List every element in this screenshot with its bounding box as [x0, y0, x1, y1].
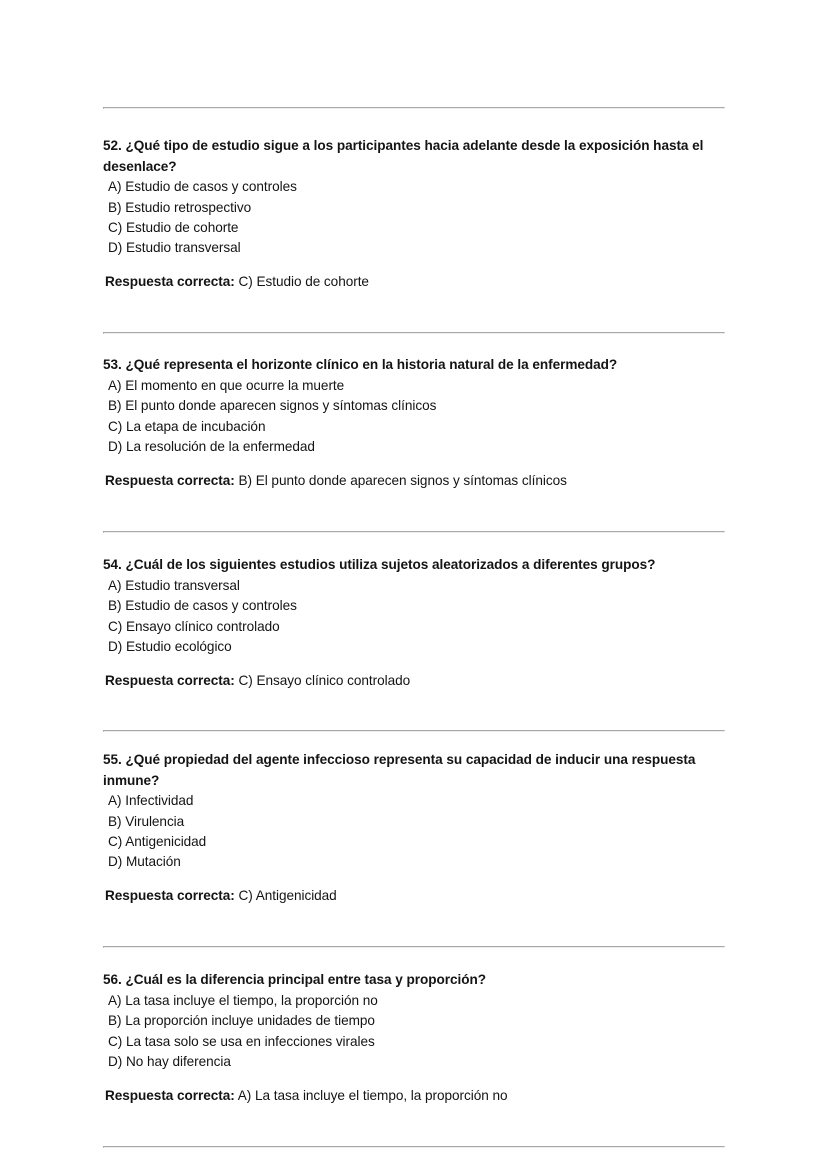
- option-b[interactable]: B) Virulencia: [108, 813, 185, 829]
- option-list: [103, 791, 723, 873]
- answer-label: Respuesta correcta:: [105, 274, 235, 290]
- answer-value: B) El punto donde aparecen signos y síntomas clínicos: [238, 473, 567, 489]
- answer-label: Respuesta correcta:: [105, 673, 235, 689]
- question-block-56: [103, 970, 723, 1106]
- option-d[interactable]: D) Estudio transversal: [108, 240, 241, 256]
- spacer: [103, 732, 723, 750]
- option-d[interactable]: D) Estudio ecológico: [108, 639, 232, 655]
- option-c[interactable]: C) La tasa solo se usa en infecciones virales: [108, 1033, 375, 1049]
- option-c[interactable]: C) Antigenicidad: [108, 834, 207, 850]
- option-c[interactable]: C) La etapa de incubación: [108, 418, 266, 434]
- spacer: [103, 533, 723, 555]
- option-d[interactable]: D) La resolución de la enfermedad: [108, 439, 315, 455]
- correct-answer: [103, 471, 723, 491]
- option-c[interactable]: C) Ensayo clínico controlado: [108, 618, 280, 634]
- option-a[interactable]: A) Estudio de casos y controles: [108, 179, 297, 195]
- question-text: 53. ¿Qué representa el horizonte clínico en la historia natural de la enfermedad?: [103, 357, 618, 373]
- answer-value: A) La tasa incluye el tiempo, la proporción no: [237, 1088, 508, 1104]
- spacer: [103, 1120, 723, 1146]
- correct-answer: [103, 671, 723, 691]
- option-a[interactable]: A) La tasa incluye el tiempo, la proporción no: [108, 993, 378, 1009]
- document-content: [103, 0, 723, 1148]
- spacer: [103, 920, 723, 946]
- correct-answer: [103, 1086, 723, 1106]
- question-block-52: [103, 136, 723, 293]
- option-b[interactable]: B) Estudio de casos y controles: [108, 598, 297, 614]
- question-text: 55. ¿Qué propiedad del agente infeccioso representa su capacidad de inducir una respuesta inmune?: [103, 752, 696, 788]
- option-a[interactable]: A) Infectividad: [108, 793, 194, 809]
- option-a[interactable]: A) Estudio transversal: [108, 577, 240, 593]
- option-b[interactable]: B) La proporción incluye unidades de tiempo: [108, 1013, 375, 1029]
- correct-answer: [103, 886, 723, 906]
- answer-value: C) Estudio de cohorte: [238, 274, 369, 290]
- option-list: [103, 177, 723, 259]
- option-b[interactable]: B) El punto donde aparecen signos y síntomas clínicos: [108, 398, 437, 414]
- question-block-54: [103, 555, 723, 691]
- option-list: [103, 991, 723, 1073]
- question-block-53: [103, 355, 723, 491]
- answer-label: Respuesta correcta:: [105, 888, 235, 904]
- option-c[interactable]: C) Estudio de cohorte: [108, 220, 239, 235]
- spacer: [103, 334, 723, 355]
- question-text: 52. ¿Qué tipo de estudio sigue a los participantes hacia adelante desde la exposición hasta el desenlace?: [103, 138, 704, 174]
- answer-value: C) Antigenicidad: [238, 888, 337, 904]
- spacer: [103, 505, 723, 531]
- answer-label: Respuesta correcta:: [105, 1088, 235, 1104]
- option-list: [103, 576, 723, 658]
- question-text: 54. ¿Cuál de los siguientes estudios utiliza sujetos aleatorizados a diferentes grupos?: [103, 557, 656, 573]
- option-d[interactable]: D) Mutación: [108, 854, 181, 870]
- option-b[interactable]: B) Estudio retrospectivo: [108, 199, 252, 215]
- option-list: [103, 376, 723, 458]
- correct-answer: [103, 272, 723, 292]
- option-d[interactable]: D) No hay diferencia: [108, 1054, 231, 1070]
- question-text: 56. ¿Cuál es la diferencia principal entre tasa y proporción?: [103, 972, 486, 988]
- spacer: [103, 109, 723, 136]
- question-block-55: [103, 750, 723, 907]
- spacer: [103, 705, 723, 730]
- section-divider: [103, 1146, 725, 1148]
- option-a[interactable]: A) El momento en que ocurre la muerte: [108, 378, 345, 393]
- spacer: [103, 948, 723, 970]
- answer-value: C) Ensayo clínico controlado: [238, 673, 411, 689]
- answer-label: Respuesta correcta:: [105, 473, 235, 489]
- spacer: [103, 306, 723, 332]
